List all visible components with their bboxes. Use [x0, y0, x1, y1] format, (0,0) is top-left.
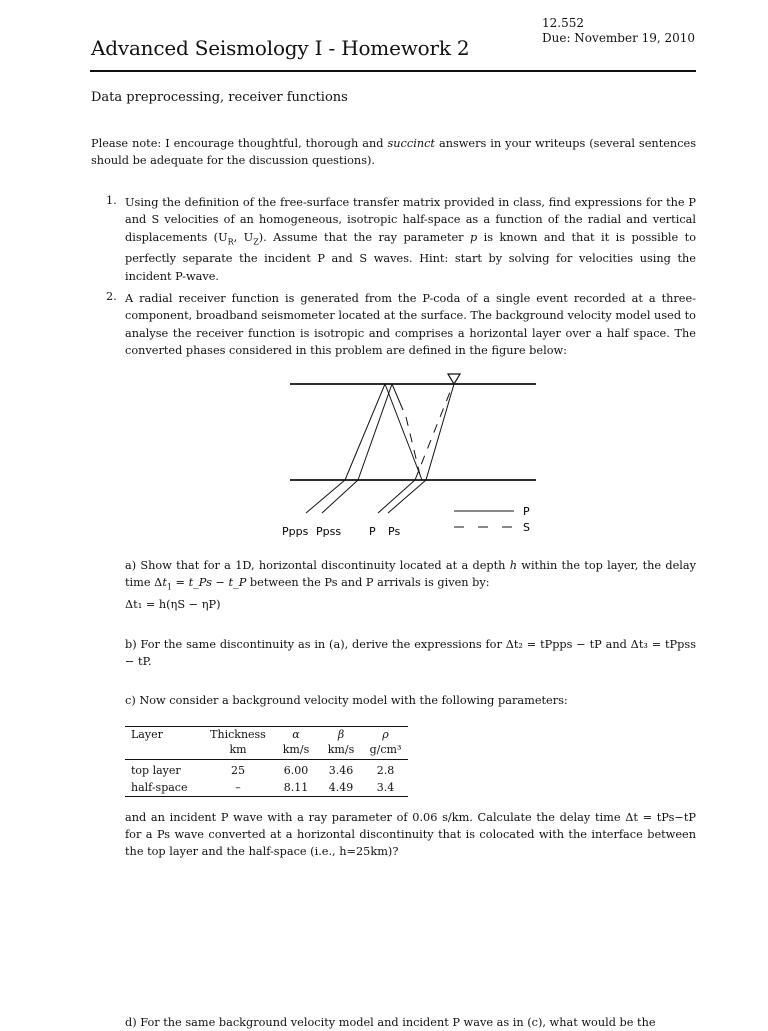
table-header-row — [125, 727, 408, 743]
ray-p-up — [426, 384, 454, 480]
table-units-row — [125, 742, 408, 760]
part-b-text: b) For the same discontinuity as in (a), derive the expressions for Δt₂ = tPpps − tP and Δt₃ = tPpss − tP. — [125, 638, 696, 668]
due-date: Due: November 19, 2010 — [542, 31, 696, 45]
ray-ppss-up — [358, 384, 392, 480]
unit-layer — [125, 742, 203, 760]
question-1-number: 1. — [106, 194, 117, 207]
table-cell: 25 — [203, 760, 273, 780]
course-info — [542, 16, 695, 46]
station-icon — [448, 374, 460, 384]
ray-ppss-lower — [322, 480, 358, 513]
label-ppps: Ppps — [282, 525, 309, 538]
header-beta: β — [337, 728, 345, 741]
question-1-text: Using the definition of the free-surface transfer matrix provided in class, find expressions for the P and S velocities of an homogeneous, isotropic half-space as a function of the radial and vertical displacements ($U_R$, $U_Z$). Assume that the ray parameter p is known and that it is possible to perfectly separate the incident P and S waves. Hint: start by solving for velocities using the incident P-wave. — [125, 196, 696, 283]
ray-ppps-down — [385, 384, 422, 480]
table-cell: 3.46 — [319, 760, 363, 780]
header-thickness: Thickness — [210, 728, 266, 741]
table-cell: 4.49 — [328, 781, 354, 794]
label-ps: Ps — [388, 525, 401, 538]
ray-ppss-s-down — [406, 417, 420, 475]
unit-thickness: km — [229, 743, 247, 756]
page-title: Advanced Seismology I - Homework 2 — [91, 36, 470, 60]
legend-s-label: S — [523, 521, 530, 534]
table-cell: 3.4 — [376, 781, 395, 794]
label-p: P — [369, 525, 376, 538]
page-subtitle: Data preprocessing, receiver functions — [91, 90, 348, 105]
unit-alpha: km/s — [282, 743, 310, 756]
converted-phases-figure — [270, 365, 570, 545]
velocity-model-table — [125, 726, 408, 797]
ray-p-lower — [378, 480, 415, 513]
header-alpha: α — [292, 728, 300, 741]
question-2-number: 2. — [106, 290, 117, 303]
part-c-question: and an incident P wave with a ray parameter of 0.06 s/km. Calculate the delay time Δt = tPs−tP for a Ps wave converted at a horizontal discontinuity that is colocated with the interface between the top layer and the half-space (i.e., h=25km)? — [125, 811, 696, 858]
ray-ps-up — [415, 387, 452, 480]
question-2-text: A radial receiver function is generated from the P-coda of a single event recorded at a three-component, broadband seismometer located at the surface. The background velocity model used to analyse the receiver function is isotropic and comprises a horizontal layer over a half space. The converted phases considered in this problem are defined in the figure below: — [125, 292, 696, 358]
note-paragraph: Please note: I encourage thoughtful, thorough and succinct answers in your writeups (several sentences should be adequate for the discussion questions). — [91, 137, 696, 167]
course-number: 12.552 — [542, 16, 584, 30]
unit-rho: g/cm³ — [369, 743, 402, 756]
table-cell: 6.00 — [273, 760, 319, 780]
table-row — [125, 760, 408, 780]
ray-ppps-lower — [306, 480, 345, 513]
table-cell: 8.11 — [283, 781, 309, 794]
part-a-equation: Δt₁ = h(ηS − ηP) — [125, 598, 221, 611]
unit-beta: km/s — [327, 743, 355, 756]
title-rule — [90, 70, 696, 72]
table-cell: – — [235, 781, 241, 794]
table-cell: top layer — [125, 760, 203, 780]
legend-p-label: P — [523, 505, 530, 518]
part-a-text: a) Show that for a 1D, horizontal discontinuity located at a depth h within the top layer, the delay time $\Delta t_1$ = t_Ps − t_P between the Ps and P arrivals is given by: — [125, 559, 696, 592]
label-ppss: Ppss — [316, 525, 342, 538]
table-cell: half-space — [131, 781, 188, 794]
part-c-text: c) Now consider a background velocity model with the following parameters: — [125, 694, 568, 707]
table-cell: 2.8 — [363, 760, 408, 780]
part-d-text: d) For the same background velocity model and incident P wave as in (c), what would be the — [125, 1016, 656, 1029]
header-rho: ρ — [382, 728, 389, 741]
table-row — [125, 779, 408, 797]
ray-ppps-up — [345, 384, 385, 480]
header-layer: Layer — [131, 728, 163, 741]
ray-ps-lower — [388, 480, 426, 513]
